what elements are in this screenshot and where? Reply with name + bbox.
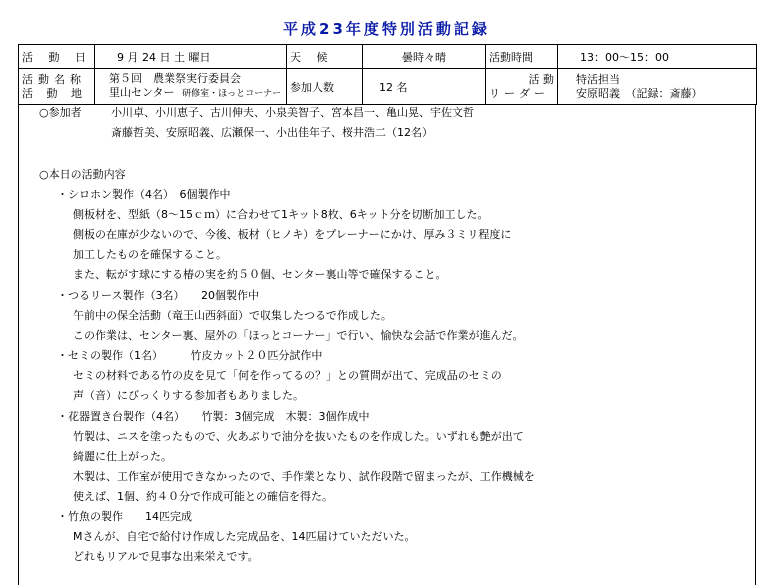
leader-label-2: リーダー: [489, 86, 549, 100]
place-value-sub: 研修室・ほっとコーナー: [182, 89, 282, 99]
name-label: 活動名称: [22, 72, 86, 86]
name-value: 第５回 農業祭実行委員会: [109, 72, 241, 85]
time-value: 13：00〜15：00: [558, 45, 757, 69]
item-heading: ・シロホン製作（4名） 6個製作中: [57, 188, 231, 201]
item-line: 使えば、1個、約４０分で作成可能との確信を得た。: [73, 490, 333, 503]
weather-value: 曇時々晴: [363, 45, 486, 69]
item-line: 声（音）にびっくりする参加者もありました。: [73, 389, 304, 402]
item-line: 加工したものを確保すること。: [73, 248, 227, 261]
item-line: 側板の在庫が少ないので、今後、板材（ヒノキ）をプレーナーにかけ、厚み３ミリ程度に: [73, 228, 512, 241]
date-label: 活 動 日: [19, 45, 95, 69]
name-place-values: [95, 69, 287, 105]
item-heading: ・竹魚の製作 14匹完成: [57, 510, 192, 523]
name-place-labels: [19, 69, 95, 105]
place-value-main: 里山センター: [109, 86, 175, 99]
item-heading: ・つるリース製作（3名） 20個製作中: [57, 289, 259, 302]
page-title: 平成23年度特別活動記録: [283, 20, 490, 38]
record-sheet: [18, 44, 756, 585]
leader-labels: [486, 69, 558, 105]
item-line: 側板材を、型紙（8〜15ｃｍ）に合わせて1キット8枚、6キット分を切断加工した。: [73, 208, 489, 221]
weather-label: 天 候: [287, 45, 363, 69]
time-label: 活動時間: [486, 45, 558, 69]
participants-line-2: 斎藤哲美、安原昭義、広瀬保一、小出佳年子、桜井浩二（12名）: [111, 126, 433, 139]
leader-value-2: 安原昭義 （記録：斎藤）: [576, 86, 703, 100]
participants-line-1: 小川卓、小川恵子、古川伸夫、小泉美智子、宮本昌一、亀山晃、宇佐文哲: [111, 106, 474, 119]
item-heading: ・花器置き台製作（4名） 竹製：3個完成 木製：3個作成中: [57, 410, 370, 423]
item-line: セミの材料である竹の皮を見て「何を作ってるの？」との質問が出て、完成品のセミの: [73, 369, 502, 382]
count-label: 参加人数: [287, 69, 363, 105]
content-heading: ○本日の活動内容: [39, 168, 126, 181]
header-table: [18, 44, 757, 105]
place-value: [109, 86, 283, 101]
item-line: どれもリアルで見事な出来栄えです。: [73, 550, 259, 563]
item-line: 綺麗に仕上がった。: [73, 450, 172, 463]
activity-body: [18, 105, 756, 585]
leader-value-1: 特活担当: [576, 72, 620, 86]
place-label: 活 動 地: [22, 86, 87, 100]
participants-heading: ○参加者: [39, 106, 82, 119]
leader-values: [558, 69, 757, 105]
item-line: 午前中の保全活動（竜王山西斜面）で収集したつるで作成した。: [73, 309, 392, 322]
count-value: 12 名: [363, 69, 486, 105]
item-line: Mさんが、自宅で給付け作成した完成品を、14匹届けていただいた。: [73, 530, 416, 543]
item-line: 竹製は、ニスを塗ったもので、火あぶりで油分を抜いたものを作成した。いずれも艶が出て: [73, 430, 524, 443]
item-heading: ・セミの製作（1名） 竹皮カット２０匹分試作中: [57, 349, 323, 362]
item-line: この作業は、センター裏、屋外の「ほっとコーナー」で行い、愉快な会話で作業が進んだ。: [73, 329, 524, 342]
item-line: また、転がす球にする椿の実を約５０個、センター裏山等で確保すること。: [73, 268, 447, 281]
date-value: 9 月 24 日 土 曜日: [95, 45, 287, 69]
item-line: 木製は、工作室が使用できなかったので、手作業となり、試作段階で留まったが、工作機械を: [73, 470, 535, 483]
leader-label-1: 活 動: [528, 72, 554, 86]
